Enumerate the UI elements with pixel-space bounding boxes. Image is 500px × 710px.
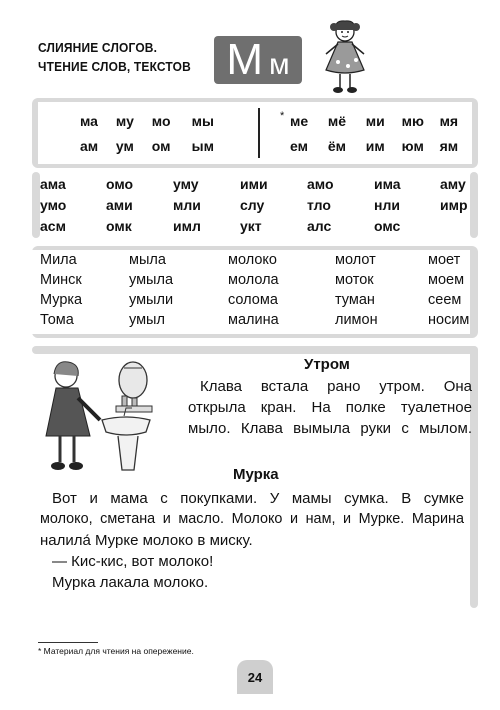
grid-cell: аму [440,176,466,192]
syllable: мя [439,113,459,129]
syllables-right-row-1 [290,113,458,129]
grid-cell: ами [106,197,133,213]
grid-cell: има [374,176,401,192]
word: умыла [129,272,174,288]
syllables-right-row-2 [290,138,458,154]
story-line: Клава встала рано утром. Она [200,378,472,395]
word: малина [228,312,279,328]
syllable: му [115,113,134,129]
letter-badge [214,36,302,84]
syllable: мю [401,113,424,129]
word: носим [428,312,470,328]
word: молоко [228,252,277,268]
grid-cell: мли [173,197,201,213]
syllable: ам [80,138,99,154]
story-1-title: Утром [304,356,350,373]
word: моток [335,272,374,288]
word: молола [228,272,279,288]
grid-cell: нли [374,197,400,213]
word: сеем [428,292,462,308]
story-line: — Кис-кис, вот молоко! [52,553,214,570]
letter-lowercase: м [269,48,290,81]
grid-cell: уму [173,176,199,192]
word: Минск [40,272,82,288]
grid-cell: алс [307,218,332,234]
grid-cell: слу [240,197,265,213]
word: Мила [40,252,77,268]
word: Мурка [40,292,83,308]
word: умыл [129,312,165,328]
syllables-panel [38,102,472,164]
syllable: мё [327,113,347,129]
syllable: ум [115,138,134,154]
syllable: ым [191,138,214,154]
story-2-title: Мурка [233,466,279,483]
grid-cell: омо [106,176,134,192]
grid-cell: ими [240,176,268,192]
grid-cell: укт [240,218,262,234]
word: солома [228,292,278,308]
word: моет [428,252,461,268]
grid-cell: ама [40,176,66,192]
syllable: ем [290,138,308,154]
footnote-marker: * [280,110,285,122]
syllable: мы [191,113,214,129]
syllable: ом [151,138,171,154]
section-title-line-2: ЧТЕНИЕ СЛОВ, ТЕКСТОВ [38,59,191,74]
syllable: ми [365,113,385,129]
letter-uppercase: М [226,35,264,84]
section-title [38,38,194,76]
word: Тома [40,312,74,328]
grid-cell: имл [173,218,201,234]
grid-cell: амо [307,176,334,192]
syllable: ям [439,138,459,154]
story-line: Вот и мама с покупками. У мамы сумка. В сумке [52,490,464,507]
syllable: ём [327,138,347,154]
grid-cell: умо [40,197,67,213]
girl-washing-hands-illustration [38,358,160,480]
word: лимон [335,312,378,328]
story-top-band [32,346,478,354]
word: мыла [129,252,166,268]
story-2-text [40,488,464,593]
footnote: * Материал для чтения на опережение. [38,646,194,656]
syllable: юм [401,138,424,154]
story-line: Мурка лакала молоко. [52,574,209,591]
grid-cell: омк [106,218,132,234]
girl-illustration-icon [318,18,372,96]
footnote-divider [38,642,98,643]
word: туман [335,292,375,308]
word: умыли [129,292,174,308]
syllables-left-row-1 [80,113,214,129]
story-line: налила́ Мурке молоко в миску. [40,532,253,549]
syllable: ме [290,113,309,129]
story-line: открыла кран. На полке туалетное [188,399,472,416]
grid-cell: омс [374,218,401,234]
word: молот [335,252,376,268]
syllables-left-row-2 [80,138,214,154]
section-title-line-1: СЛИЯНИЕ СЛОГОВ. [38,40,158,55]
story-line: молоко, сметана и масло. Молоко и нам, и Мурке. Марина [40,511,464,527]
story-1-text [188,376,472,439]
syllable: им [365,138,385,154]
grid-left-band [32,172,40,238]
grid-cell: тло [307,197,331,213]
word: моем [428,272,465,288]
grid-cell: имр [440,197,468,213]
syllable: ма [80,113,98,129]
syllable: мо [151,113,171,129]
story-line: мыло. Клава вымыла руки с мылом. [188,420,472,437]
page-number: 24 [237,660,273,694]
syllables-divider [258,108,260,158]
grid-cell: асм [40,218,66,234]
grid-right-band [470,172,478,238]
